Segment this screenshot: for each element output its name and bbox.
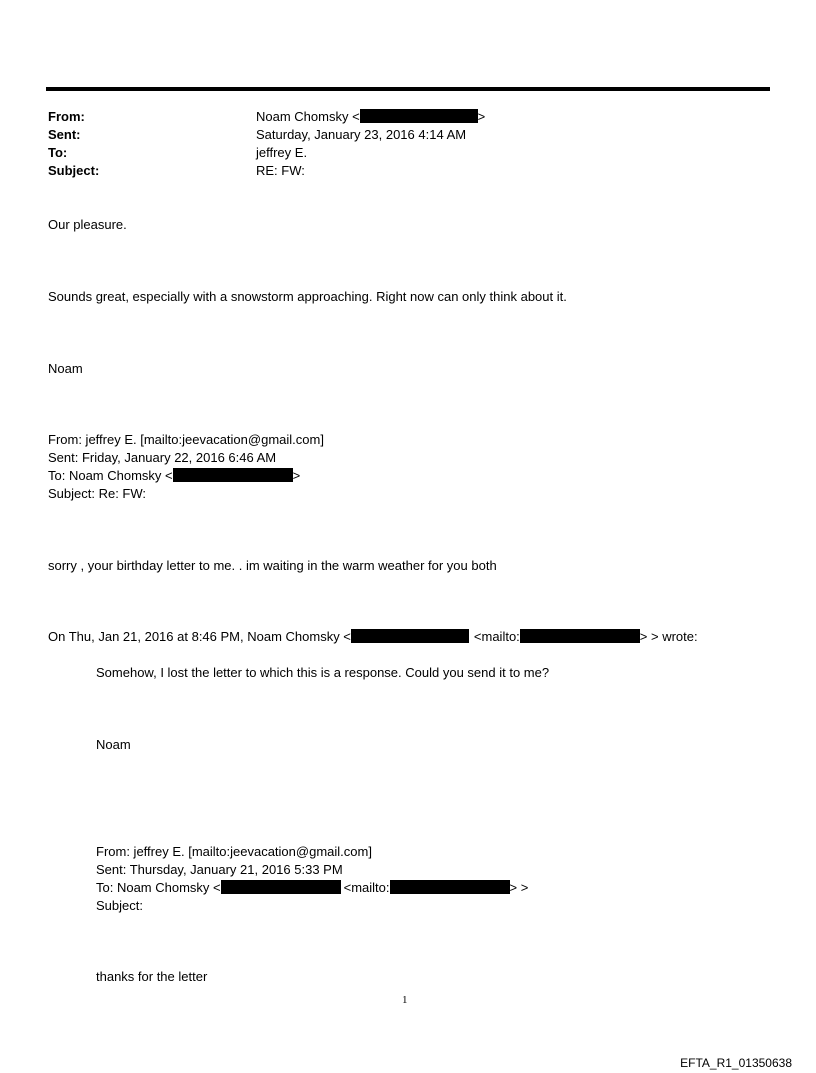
header-rule	[46, 87, 770, 91]
quoted1-to-prefix: To: Noam Chomsky <	[48, 468, 173, 483]
from-value	[256, 108, 485, 126]
sent-label: Sent:	[48, 127, 81, 142]
quoted2-subject: Subject:	[96, 898, 143, 913]
quoted1-sent: Sent: Friday, January 22, 2016 6:46 AM	[48, 450, 277, 465]
redaction-box	[173, 468, 293, 482]
quoted2-from: From: jeffrey E. [mailto:jeevacation@gmail.com]	[96, 844, 372, 859]
quoted1-subject: Subject: Re: FW:	[48, 486, 147, 501]
document-id: EFTA_R1_01350638	[680, 1056, 792, 1070]
wrote-line	[48, 628, 698, 646]
from-label: From:	[48, 109, 85, 124]
to-label: To:	[48, 145, 68, 160]
wrote-prefix: On Thu, Jan 21, 2016 at 8:46 PM, Noam Chomsky <	[48, 629, 351, 644]
redaction-box	[360, 109, 478, 123]
body-signature: Noam	[48, 361, 83, 376]
redaction-box	[351, 629, 469, 643]
quoted2-message: thanks for the letter	[96, 969, 208, 984]
quoted1-to-suffix: >	[292, 468, 301, 483]
from-close: >	[477, 109, 486, 124]
quoted1-to	[48, 467, 300, 485]
redaction-box	[520, 629, 640, 643]
body-line-1: Our pleasure.	[48, 217, 127, 232]
page-number: 1	[402, 994, 408, 1006]
sent-value: Saturday, January 23, 2016 4:14 AM	[256, 127, 467, 142]
redaction-box	[221, 880, 341, 894]
quoted2-signature: Noam	[96, 737, 131, 752]
quoted2-to	[96, 879, 528, 897]
quoted1-from: From: jeffrey E. [mailto:jeevacation@gmail.com]	[48, 432, 324, 447]
quoted1-message: sorry , your birthday letter to me. . im waiting in the warm weather for you both	[48, 558, 497, 573]
subject-value: RE: FW:	[256, 163, 305, 178]
wrote-mailto: <mailto:	[473, 629, 520, 644]
from-name: Noam Chomsky <	[256, 109, 360, 124]
quoted2-sent: Sent: Thursday, January 21, 2016 5:33 PM	[96, 862, 343, 877]
to-value: jeffrey E.	[256, 145, 308, 160]
subject-label: Subject:	[48, 163, 100, 178]
wrote-suffix: > > wrote:	[639, 629, 698, 644]
quoted2-to-suffix: > >	[509, 880, 529, 895]
quoted2-to-mailto: <mailto:	[343, 880, 390, 895]
quoted2-to-prefix: To: Noam Chomsky <	[96, 880, 221, 895]
body-line-2: Sounds great, especially with a snowstorm approaching. Right now can only think about it.	[48, 289, 567, 304]
quoted2-line-1: Somehow, I lost the letter to which this is a response. Could you send it to me?	[96, 665, 550, 680]
redaction-box	[390, 880, 510, 894]
